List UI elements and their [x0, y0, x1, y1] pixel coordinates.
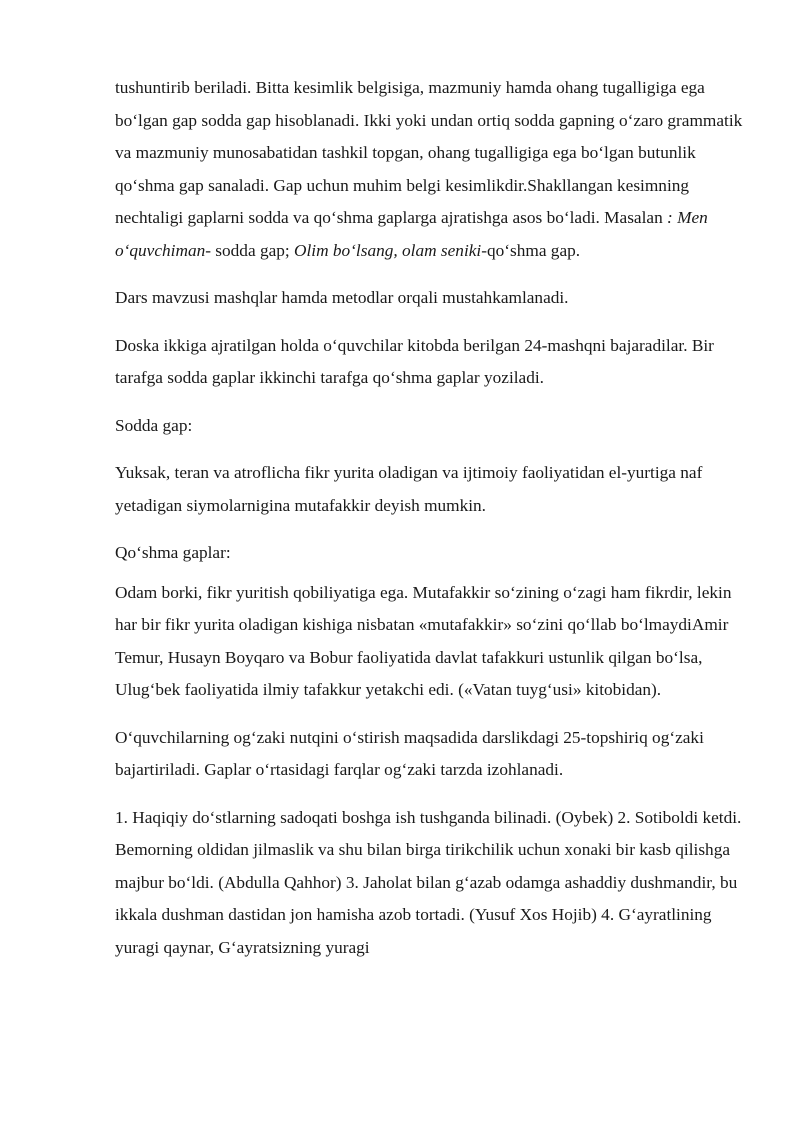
paragraph-simple-sentence-example: Yuksak, teran va atroflicha fikr yurita oladigan va ijtimoiy faoliyatidan el-yurtiga naf yetadigan siymolarnigina mutafakkir deyish mumkin. — [115, 463, 703, 515]
definition-text: tushuntirib beriladi. Bitta kesimlik belgisiga, mazmuniy hamda ohang tugalligiga ega bo‘lgan gap sodda gap hisoblanadi. Ikki yoki undan ortiq sodda gapning o‘zaro grammatik va mazmuniy munosabatidan tashkil topgan, ohang tugalligiga ega bo‘lgan butunlik qo‘shma gap sanaladi. Gap uchun muhim belgi kesimlikdir.Shakllangan kesimning nechtaligi gaplarni sodda va qo‘shma gaplarga ajratishga asos bo‘ladi. Masalan — [115, 78, 743, 227]
paragraph-numbered-sentences: 1. Haqiqiy do‘stlarning sadoqati boshga ish tushganda bilinadi. (Oybek) 2. Sotiboldi ketdi. Bemorning oldidan jilmaslik va shu bilan birga tirikchilik uchun xonaki bir kasb qilishga majbur bo‘ldi. (Abdulla Qahhor) 3. Jaholat bilan g‘azab odamga ashaddiy dushmandir, bu ikkala dushman dastidan jon hamisha azob tortadi. (Yusuf Xos Hojib) 4. G‘ayratlining yuragi qaynar, G‘ayratsizning yuragi — [115, 807, 742, 957]
paragraph-lesson-topic: Dars mavzusi mashqlar hamda metodlar orqali mustahkamlanadi. — [115, 288, 569, 307]
example-simple-label: sodda gap; — [210, 240, 295, 260]
document-page — [115, 72, 755, 964]
paragraph-oral-task: O‘quvchilarning og‘zaki nutqini o‘stirish maqsadida darslikdagi 25-topshiriq og‘zaki bajartiriladi. Gaplar o‘rtasidagi farqlar og‘zaki tarzda izohlanadi. — [115, 727, 704, 779]
paragraph-definition — [115, 72, 755, 267]
heading-compound-sentences: Qo‘shma gaplar: — [115, 543, 231, 562]
heading-simple-sentence: Sodda gap: — [115, 415, 193, 435]
example-compound-label: -qo‘shma gap. — [481, 240, 581, 260]
example-simple-sentence: : Men o‘quvchiman- — [115, 208, 708, 260]
paragraph-compound-sentence-examples: Odam borki, fikr yuritish qobiliyatiga ega. Mutafakkir so‘zining o‘zagi ham fikrdir, lekin har bir fikr yurita oladigan kishiga nisbatan «mutafakkir» so‘zini qo‘llab bo‘lmaydiAmir Temur, Husayn Boyqaro va Bobur faoliyatida davlat tafakkuri ustunlik qilgan bo‘lsa, Ulug‘bek faoliyatida ilmiy tafakkur yetakchi edi. («Vatan tuyg‘usi» kitobidan). — [115, 582, 732, 699]
paragraph-board-exercise: Doska ikkiga ajratilgan holda o‘quvchilar kitobda berilgan 24-mashqni bajaradilar. Bir tarafga sodda gaplar ikkinchi tarafga qo‘shma gaplar yoziladi. — [115, 335, 714, 387]
example-compound-sentence: Olim bo‘lsang, olam seniki — [294, 240, 482, 260]
